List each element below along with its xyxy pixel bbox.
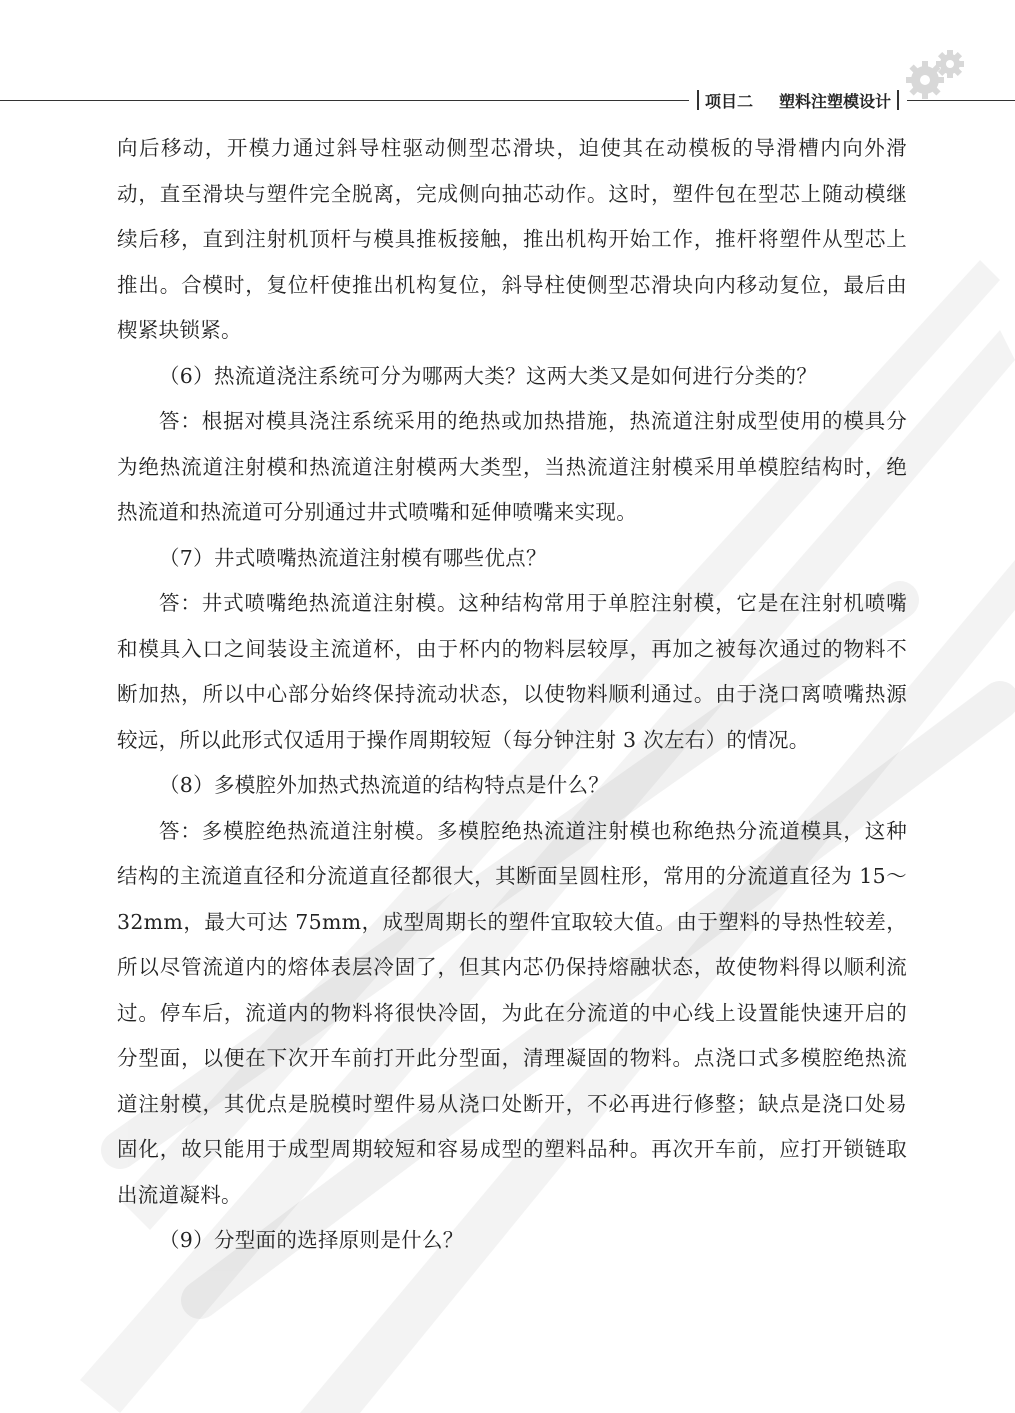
question-9: （9）分型面的选择原则是什么？ [159,1228,464,1252]
gear-icon [895,44,975,104]
running-header [689,84,907,116]
body-paragraph: 向后移动，开模力通过斜导柱驱动侧型芯滑块，迫使其在动模板的导滑槽内向外滑动，直至滑块与塑件完全脱离，完成侧向抽芯动作。这时，塑件包在型芯上随动模继续后移，直到注射机顶杆与模具推板接触，推出机构开始工作，推杆将塑件从型芯上推出。合模时，复位杆使推出机构复位，斜导柱使侧型芯滑块向内移动复位，最后由楔紧块锁紧。 [117,136,907,342]
answer-6: 答：根据对模具浇注系统采用的绝热或加热措施，热流道注射成型使用的模具分为绝热流道注射模和热流道注射模两大类型，当热流道注射模采用单模腔结构时，绝热流道和热流道可分别通过井式喷嘴和延伸喷嘴来实现。 [117,409,907,524]
question-8: （8）多模腔外加热式热流道的结构特点是什么？ [159,773,610,797]
question-7: （7）井式喷嘴热流道注射模有哪些优点？ [159,545,547,570]
header-section: 项目二 [704,91,753,111]
answer-8: 答：多模腔绝热流道注射模。多模腔绝热流道注射模也称绝热分流道模具，这种结构的主流道直径和分流道直径都很大，其断面呈圆柱形，常用的分流道直径为 15～32mm，最大可达 75mm，成型周期长的塑件宜取较大值。由于塑料的导热性较差，所以尽管流道内的熔体表层冷固了，但其内芯仍保持熔融状态，故使物料得以顺利流过。停车后，流道内的物料将很快冷固，为此在分流道的中心线上设置能快速开启的分型面，以便在下次开车前打开此分型面，清理凝固的物料。点浇口式多模腔绝热流道注射模，其优点是脱模时塑件易从浇口处断开，不必再进行修整；缺点是浇口处易固化，故只能用于成型周期较短和容易成型的塑料品种。再次开车前，应打开锁链取出流道凝料。 [117,818,907,1207]
answer-7: 答：井式喷嘴绝热流道注射模。这种结构常用于单腔注射模，它是在注射机喷嘴和模具入口之间装设主流道杯，由于杯内的物料层较厚，再加之被每次通过的物料不断加热，所以中心部分始终保持流动状态，以使物料顺利通过。由于浇口离喷嘴热源较远，所以此形式仅适用于操作周期较短（每分钟注射 3 次左右）的情况。 [117,591,907,752]
question-6: （6）热流道浇注系统可分为哪两大类？这两大类又是如何进行分类的？ [159,363,818,388]
page-body [117,126,907,1264]
header-divider [697,90,699,110]
header-title: 塑料注塑模设计 [778,91,891,111]
